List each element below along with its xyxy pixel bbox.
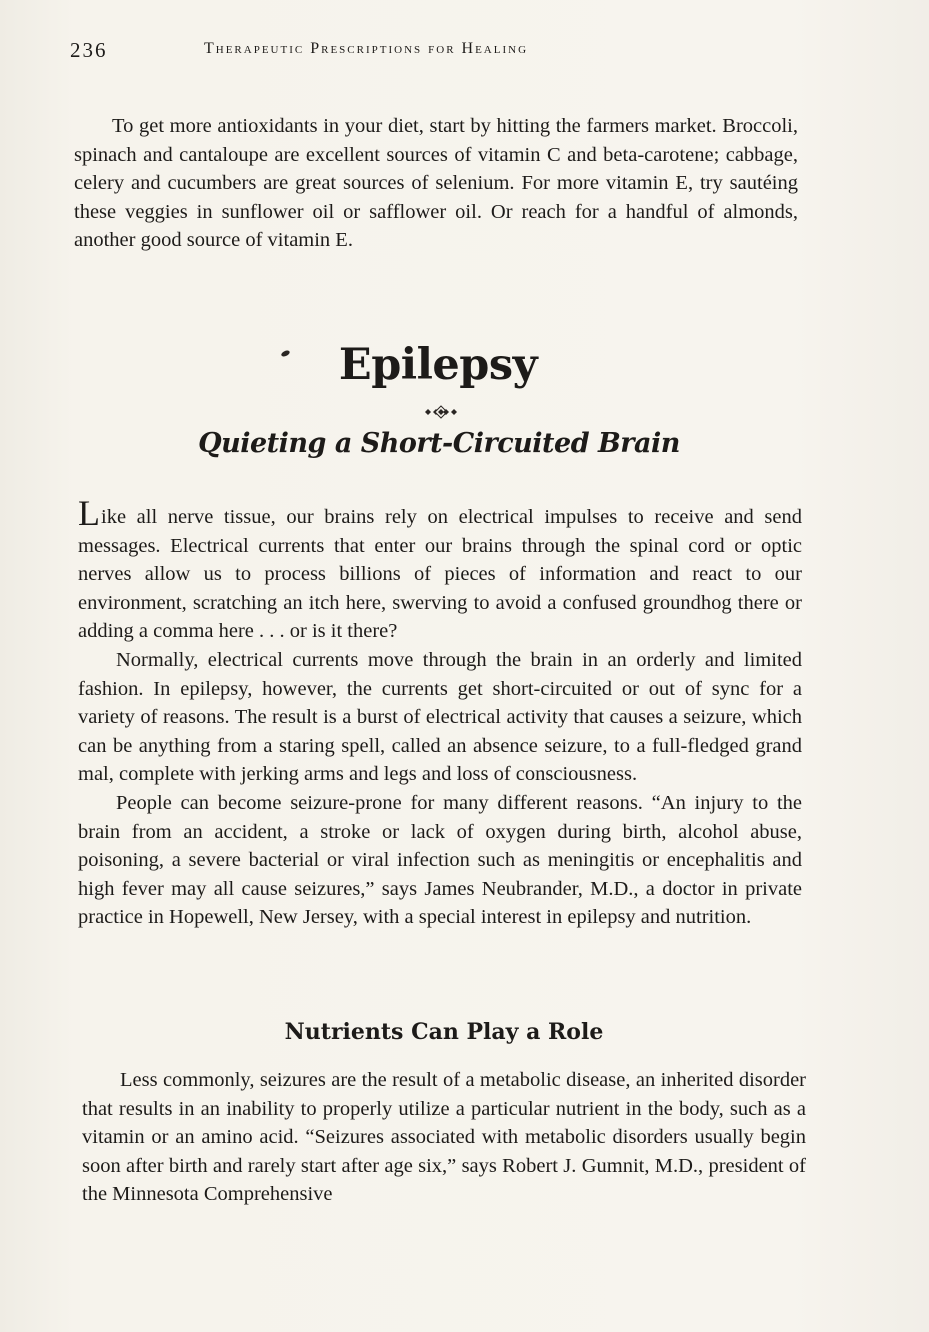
section-heading: Nutrients Can Play a Role <box>284 1019 604 1045</box>
chapter-title: Epilepsy <box>338 340 538 390</box>
body-paragraph: Less commonly, seizures are the result of a metabolic disease, an inherited disorder that results in an inability to properly utilize a particular nutrient in the body, such as a vitamin or an amino acid. “Seizures associated with metabolic disorders usually begin soon after birth and rarely start after age six,” says Robert J. Gumnit, M.D., president of the Minnesota Comprehensive <box>82 1069 806 1206</box>
intro-section <box>74 112 798 255</box>
body-paragraph: People can become seizure-prone for many different reasons. “An injury to the brain from an accident, a stroke or lack of oxygen during birth, alcohol abuse, poisoning, a severe bacterial or viral infection such as meningitis or encephalitis and high fever may all cause seizures,” says James Neubrander, M.D., a doctor in private practice in Hopewell, New Jersey, with a special interest in epilepsy and nutrition. <box>78 791 802 929</box>
chapter-body <box>78 493 802 932</box>
intro-paragraph: To get more antioxidants in your diet, start by hitting the farmers market. Broccoli, spinach and cantaloupe are excellent sources of vitamin C and beta-carotene; cabbage, celery and cucumbers are great sources of selenium. For more vitamin E, try sautéing these veggies in sunflower oil or safflower oil. Or reach for a handful of almonds, another good source of vitamin E. <box>74 115 798 252</box>
body-paragraph <box>78 493 802 646</box>
running-head <box>70 36 790 66</box>
diamond-ornament-icon <box>421 402 461 422</box>
page-number: 236 <box>70 38 108 62</box>
section-body <box>82 1066 806 1209</box>
drop-cap: L <box>78 493 100 533</box>
chapter-subtitle: Quieting a Short-Circuited Brain <box>198 428 680 459</box>
running-title: Therapeutic Prescriptions for Healing <box>204 40 529 57</box>
body-paragraph-text: ike all nerve tissue, our brains rely on electrical impulses to receive and send messages. Electrical currents that enter our brains through the spinal cord or optic nerves allow us to process billions of pieces of information and react to our environment, scratching an itch here, swerving to avoid a confused groundhog there or adding a comma here . . . or is it there? <box>78 506 802 643</box>
body-paragraph: Normally, electrical currents move through the brain in an orderly and limited fashion. In epilepsy, however, the currents get short-circuited or out of sync for a variety of reasons. The result is a burst of electrical activity that causes a seizure, which can be anything from a staring spell, called an absence seizure, to a full-fledged grand mal, complete with jerking arms and legs and loss of consciousness. <box>78 648 802 786</box>
